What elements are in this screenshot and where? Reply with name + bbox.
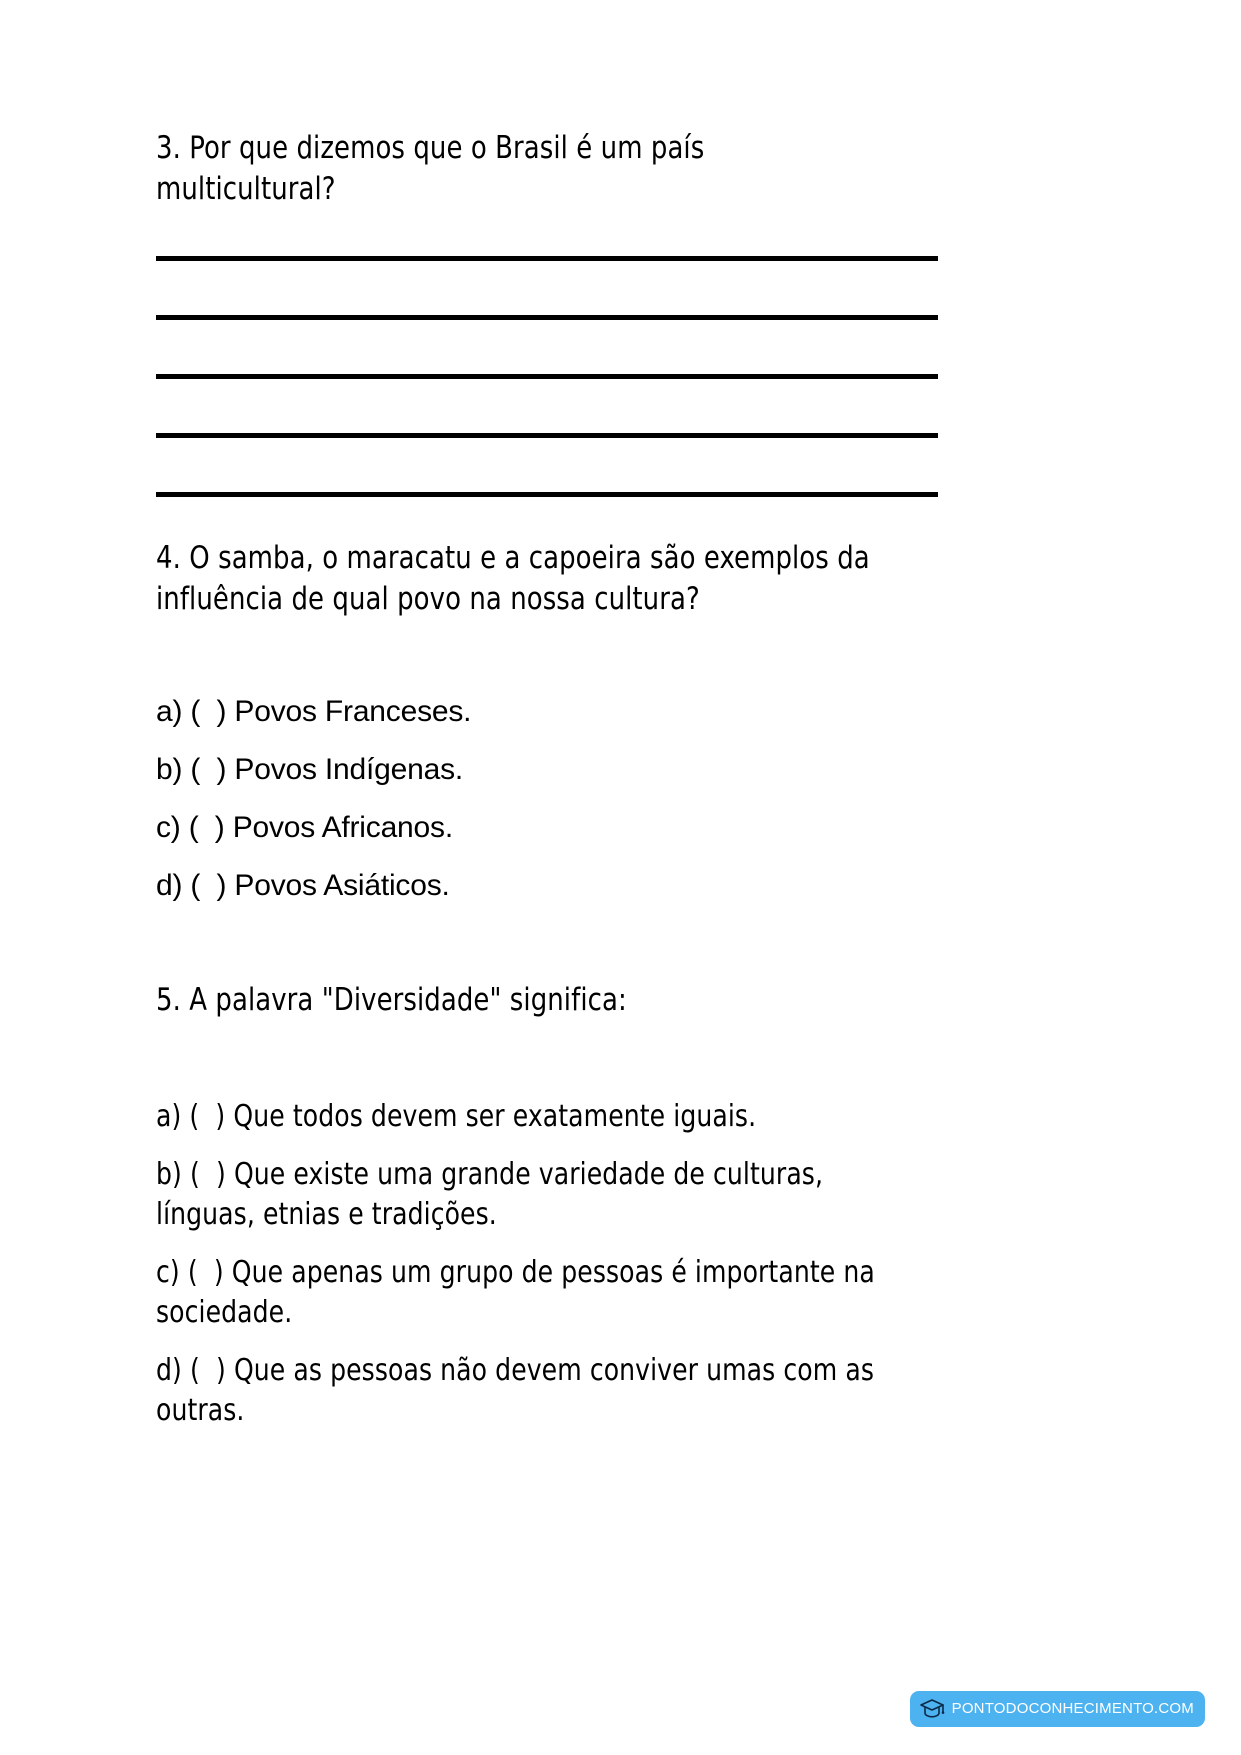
answer-line[interactable] <box>156 315 938 320</box>
option-b[interactable]: b) ( ) Que existe uma grande variedade de culturas, línguas, etnias e tradições. <box>156 1157 832 1232</box>
answer-line[interactable] <box>156 374 938 379</box>
question-5-block <box>156 980 946 1021</box>
question-3-block <box>156 128 946 210</box>
question-3-prompt: 3. Por que dizemos que o Brasil é um país multicultural? <box>156 130 713 207</box>
option-b[interactable]: b) ( ) Povos Indígenas. <box>156 753 464 786</box>
question-4-options <box>156 692 946 906</box>
graduation-cap-icon <box>919 1698 945 1720</box>
footer-brand-text: PONTODOCONHECIMENTO.COM <box>951 1700 1194 1717</box>
question-4-block <box>156 538 946 620</box>
option-c[interactable]: c) ( ) Povos Africanos. <box>156 811 453 844</box>
answer-line[interactable] <box>156 492 938 497</box>
question-5-options <box>156 1097 946 1431</box>
option-d[interactable]: d) ( ) Que as pessoas não devem conviver umas com as outras. <box>156 1353 883 1428</box>
option-c[interactable]: c) ( ) Que apenas um grupo de pessoas é importante na sociedade. <box>156 1255 883 1330</box>
option-a[interactable]: a) ( ) Povos Franceses. <box>156 695 472 728</box>
question-3-answer-lines <box>156 256 946 497</box>
answer-line[interactable] <box>156 256 938 261</box>
option-d[interactable]: d) ( ) Povos Asiáticos. <box>156 869 450 902</box>
footer-brand-badge[interactable] <box>910 1691 1205 1727</box>
answer-line[interactable] <box>156 433 938 438</box>
question-4-prompt: 4. O samba, o maracatu e a capoeira são exemplos da influência de qual povo na nossa cultura? <box>156 540 879 617</box>
option-a[interactable]: a) ( ) Que todos devem ser exatamente iguais. <box>156 1099 757 1134</box>
question-5-prompt: 5. A palavra "Diversidade" significa: <box>156 982 627 1018</box>
